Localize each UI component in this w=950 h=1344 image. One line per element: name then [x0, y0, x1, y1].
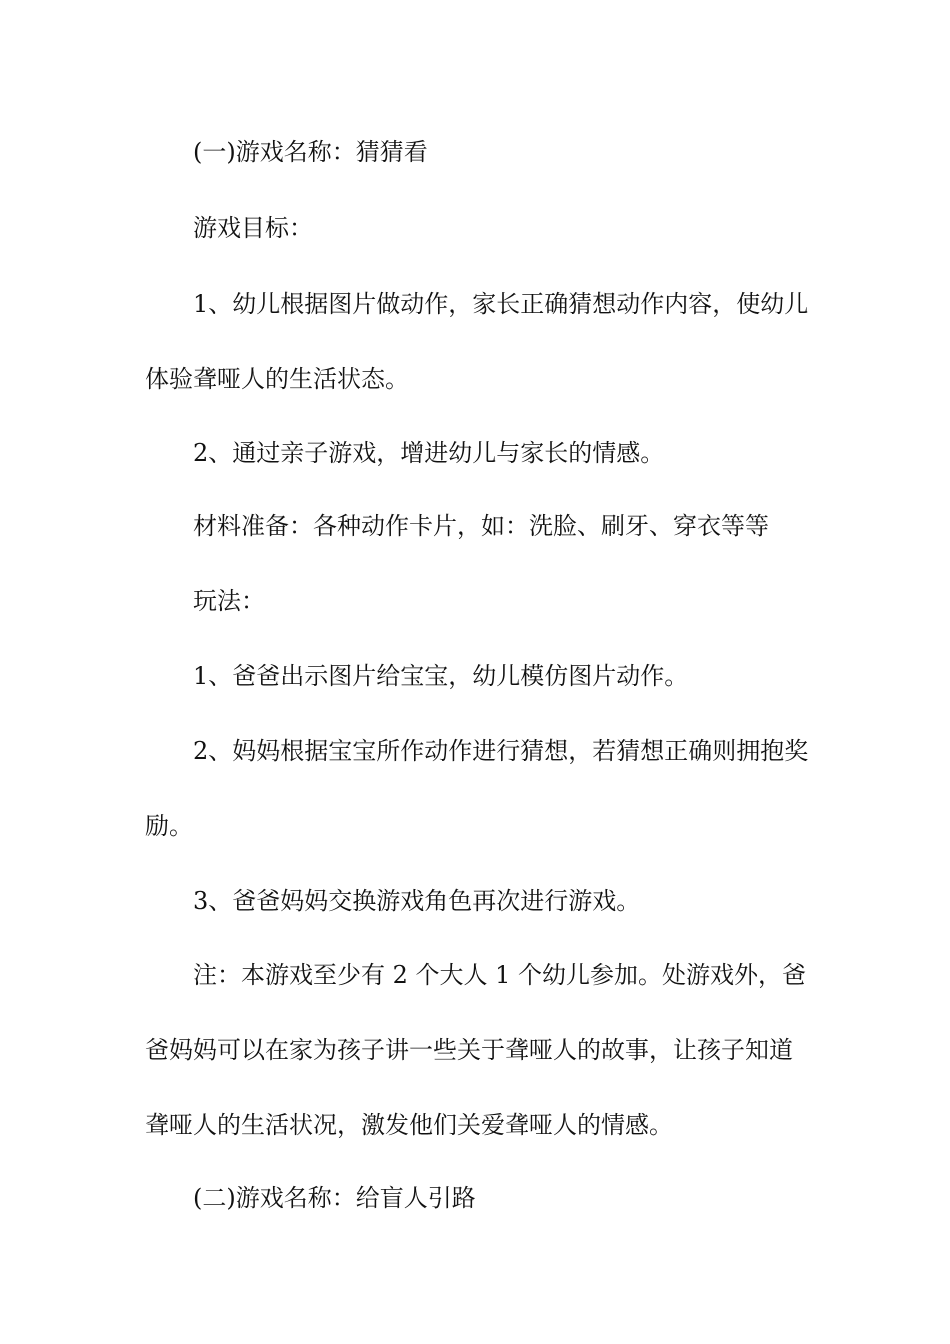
- goal-item-2: 2、通过亲子游戏，增进幼儿与家长的情感。: [193, 439, 665, 467]
- section-heading-1: (一)游戏名称：猜猜看: [193, 138, 428, 166]
- howto-step-1: 1、爸爸出示图片给宝宝，幼儿模仿图片动作。: [193, 662, 689, 690]
- section-heading-2: (二)游戏名称：给盲人引路: [193, 1184, 476, 1212]
- note-line-3: 聋哑人的生活状况，激发他们关爱聋哑人的情感。: [145, 1111, 673, 1139]
- goal-item-1-line-1: 1、幼儿根据图片做动作，家长正确猜想动作内容，使幼儿: [193, 290, 809, 318]
- howto-step-2-line-2: 励。: [145, 812, 193, 840]
- note-line-1: 注：本游戏至少有 2 个大人 1 个幼儿参加。处游戏外，爸: [193, 961, 807, 989]
- goal-item-1-line-2: 体验聋哑人的生活状态。: [145, 365, 409, 393]
- howto-step-3: 3、爸爸妈妈交换游戏角色再次进行游戏。: [193, 887, 641, 915]
- howto-step-2-line-1: 2、妈妈根据宝宝所作动作进行猜想，若猜想正确则拥抱奖: [193, 737, 809, 765]
- goal-label: 游戏目标：: [193, 214, 313, 242]
- materials-paragraph: 材料准备：各种动作卡片，如：洗脸、刷牙、穿衣等等: [193, 512, 769, 540]
- howto-label: 玩法：: [193, 587, 265, 615]
- note-line-2: 爸妈妈可以在家为孩子讲一些关于聋哑人的故事，让孩子知道: [145, 1036, 793, 1064]
